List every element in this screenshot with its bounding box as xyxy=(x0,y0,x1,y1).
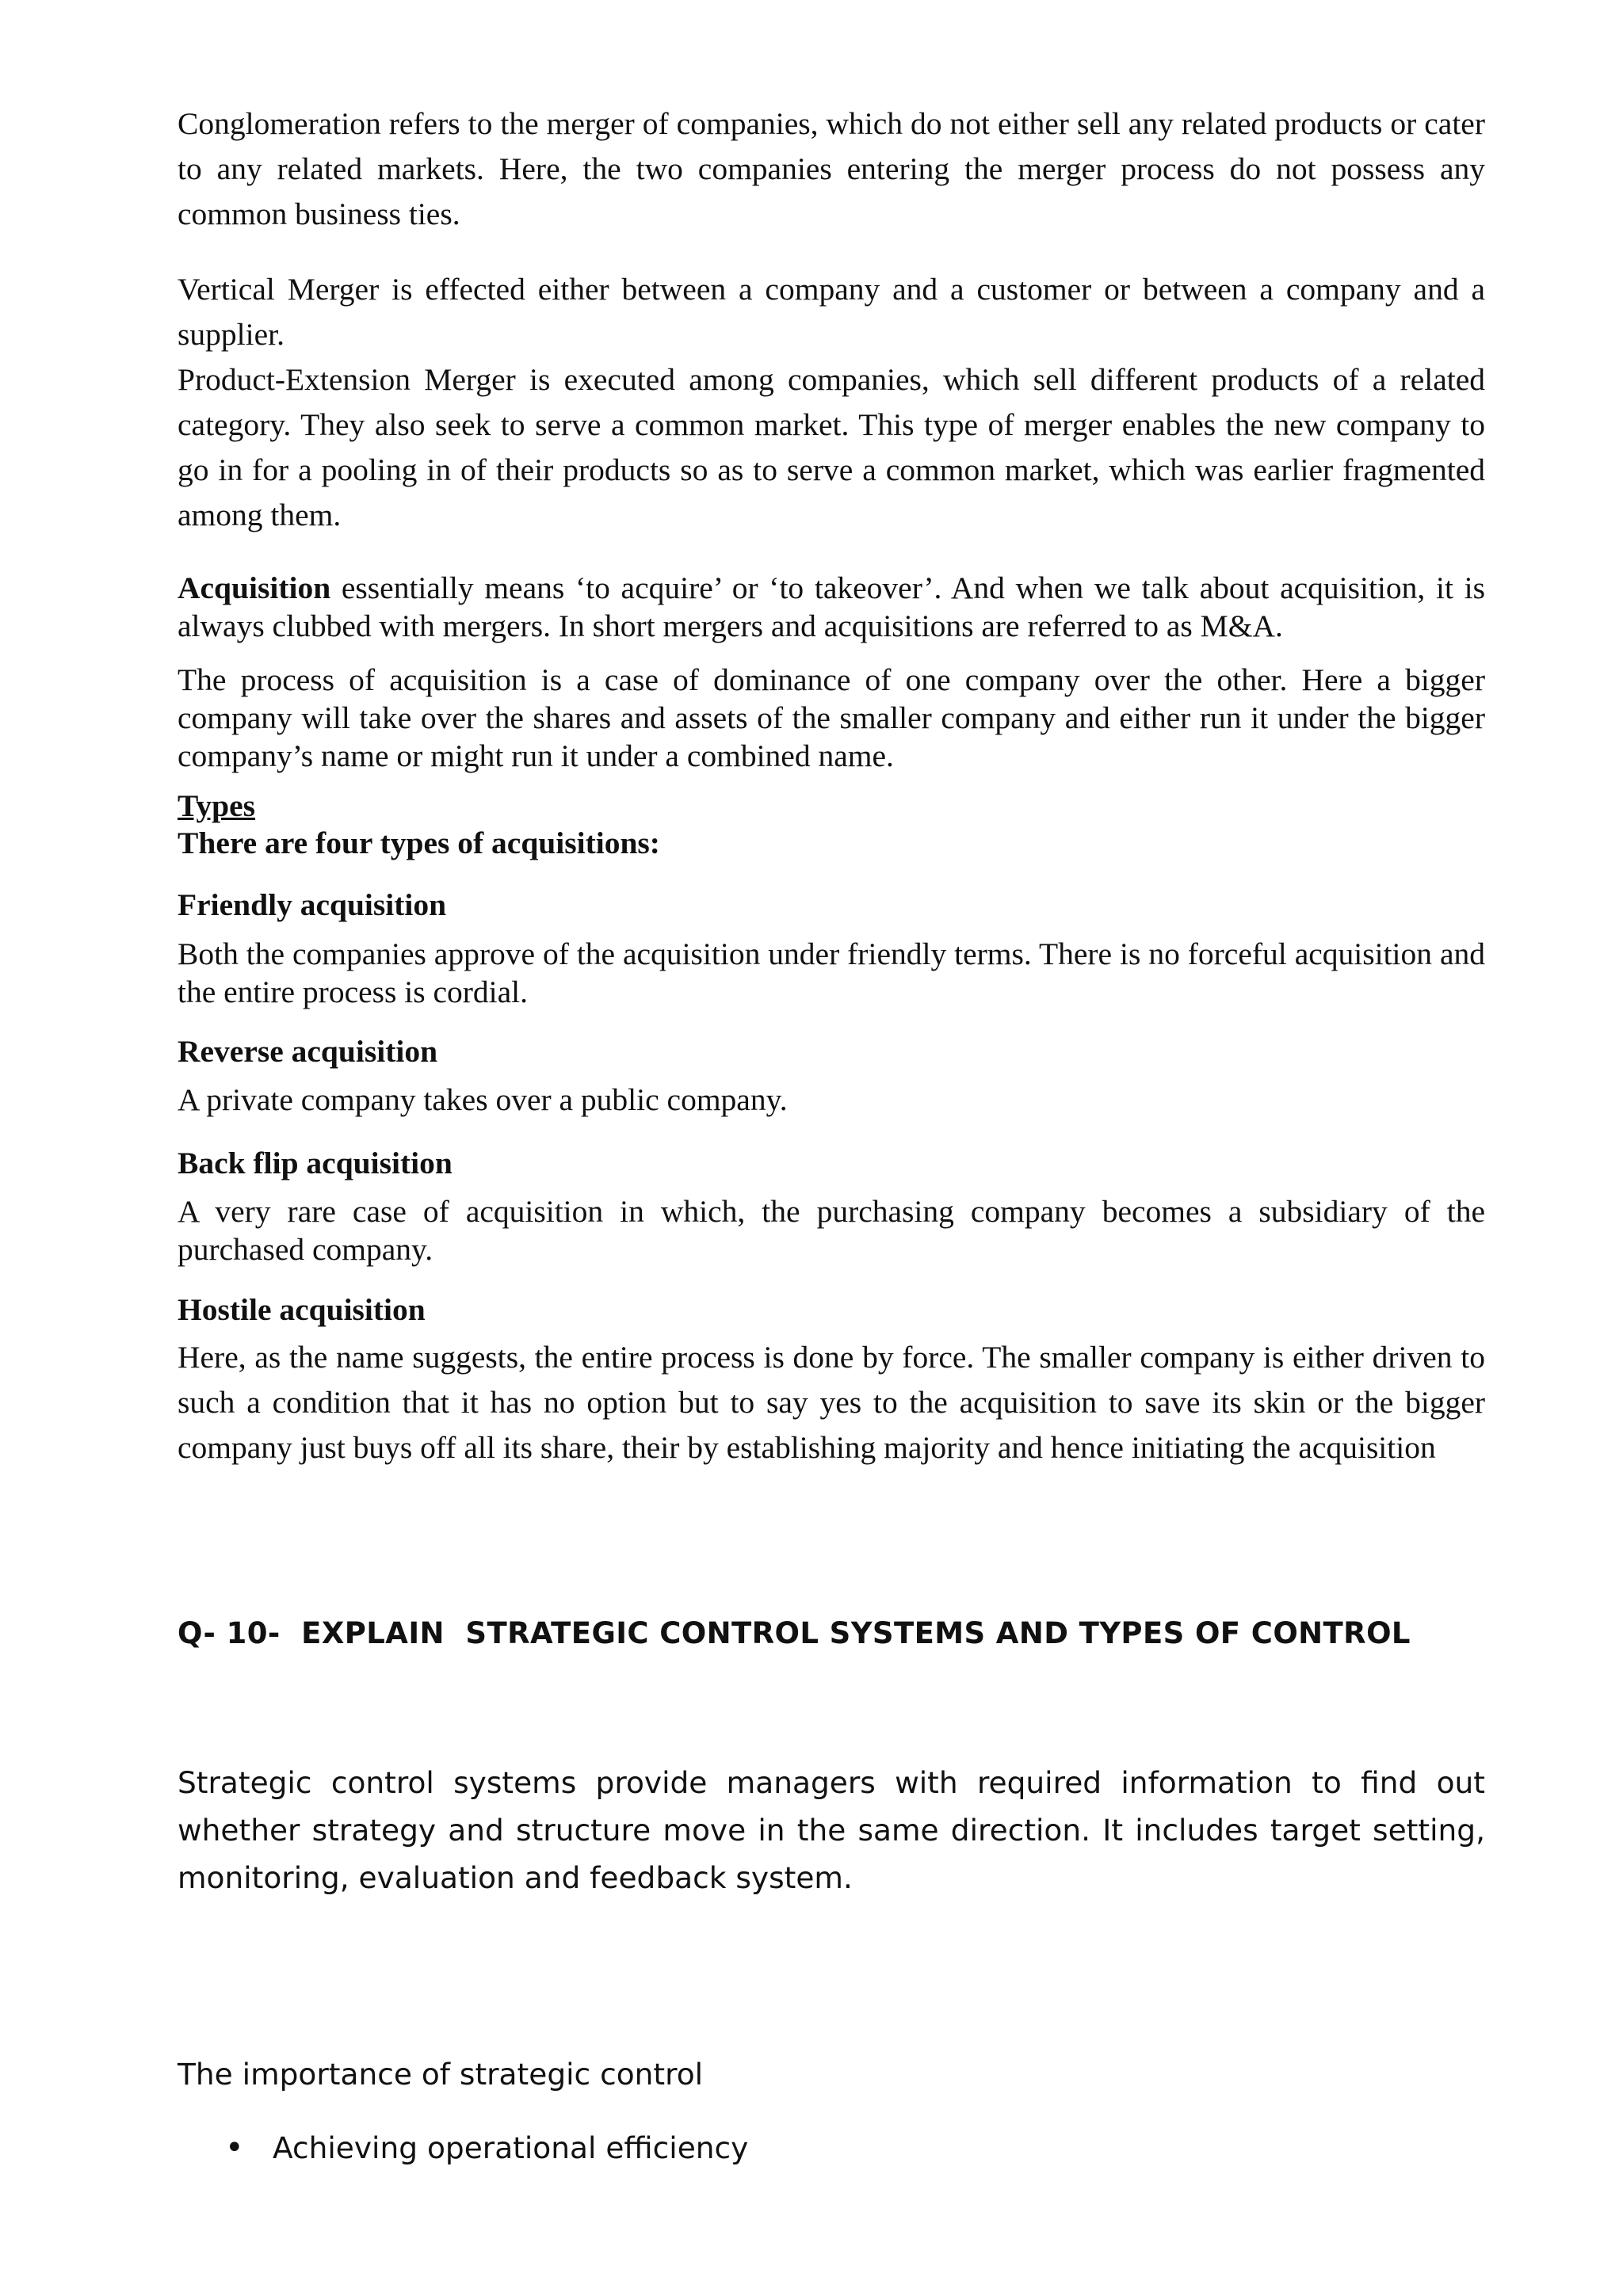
product-extension-paragraph: Product-Extension Merger is executed among companies, which sell different products of a related category. They also seek to serve a common market. This type of merger enables the new company to go in for a pooling in of their products so as to serve a common market, which was earlier fragmented among them. xyxy=(178,362,1485,532)
list-item xyxy=(225,2124,748,2172)
types-heading: Types xyxy=(178,788,256,823)
importance-heading: The importance of strategic control xyxy=(178,2057,704,2092)
question-answer: Strategic control systems provide managers with required information to find out whether strategy and structure move in the same direction. It includes target setting, monitoring, evaluation and feedback system. xyxy=(178,1765,1485,1895)
types-intro: There are four types of acquisitions: xyxy=(178,826,660,860)
bullet-text: Achieving operational efficiency xyxy=(273,2130,749,2165)
conglomeration-paragraph: Conglomeration refers to the merger of companies, which do not either sell any related products or cater to any related markets. Here, the two companies entering the merger process do not possess any common business ties. xyxy=(178,106,1485,231)
acquisition-term: Acquisition xyxy=(178,570,331,605)
bullet-icon: • xyxy=(225,2130,244,2166)
reverse-acquisition-text: A private company takes over a public company. xyxy=(178,1082,788,1117)
hostile-acquisition-text: Here, as the name suggests, the entire process is done by force. The smaller company is either driven to such a condition that it has no option but to say yes to the acquisition to save its skin or the bigger company just buys off all its share, their by establishing majority and hence initiating the acquisition xyxy=(178,1340,1485,1465)
question-title: Q- 10- EXPLAIN STRATEGIC CONTROL SYSTEMS AND TYPES OF CONTROL xyxy=(178,1616,1411,1650)
vertical-merger-paragraph: Vertical Merger is effected either between a company and a customer or between a company and a supplier. xyxy=(178,272,1485,352)
back-flip-acquisition-text: A very rare case of acquisition in which, the purchasing company becomes a subsidiary of the purchased company. xyxy=(178,1194,1485,1267)
friendly-acquisition-text: Both the companies approve of the acquisition under friendly terms. There is no forceful acquisition and the entire process is cordial. xyxy=(178,936,1485,1009)
acquisition-definition: essentially means ‘to acquire’ or ‘to takeover’. And when we talk about acquisition, it is always clubbed with mergers. In short mergers and acquisitions are referred to as M&A. xyxy=(178,570,1485,643)
back-flip-acquisition-title: Back flip acquisition xyxy=(178,1146,453,1180)
acquisition-paragraph xyxy=(178,569,1485,645)
hostile-acquisition-title: Hostile acquisition xyxy=(178,1292,426,1327)
reverse-acquisition-title: Reverse acquisition xyxy=(178,1034,438,1069)
acquisition-process-paragraph: The process of acquisition is a case of dominance of one company over the other. Here a bigger company will take over the shares and assets of the smaller company and either run it under the bigger company’s name or might run it under a combined name. xyxy=(178,662,1485,773)
friendly-acquisition-title: Friendly acquisition xyxy=(178,887,447,922)
